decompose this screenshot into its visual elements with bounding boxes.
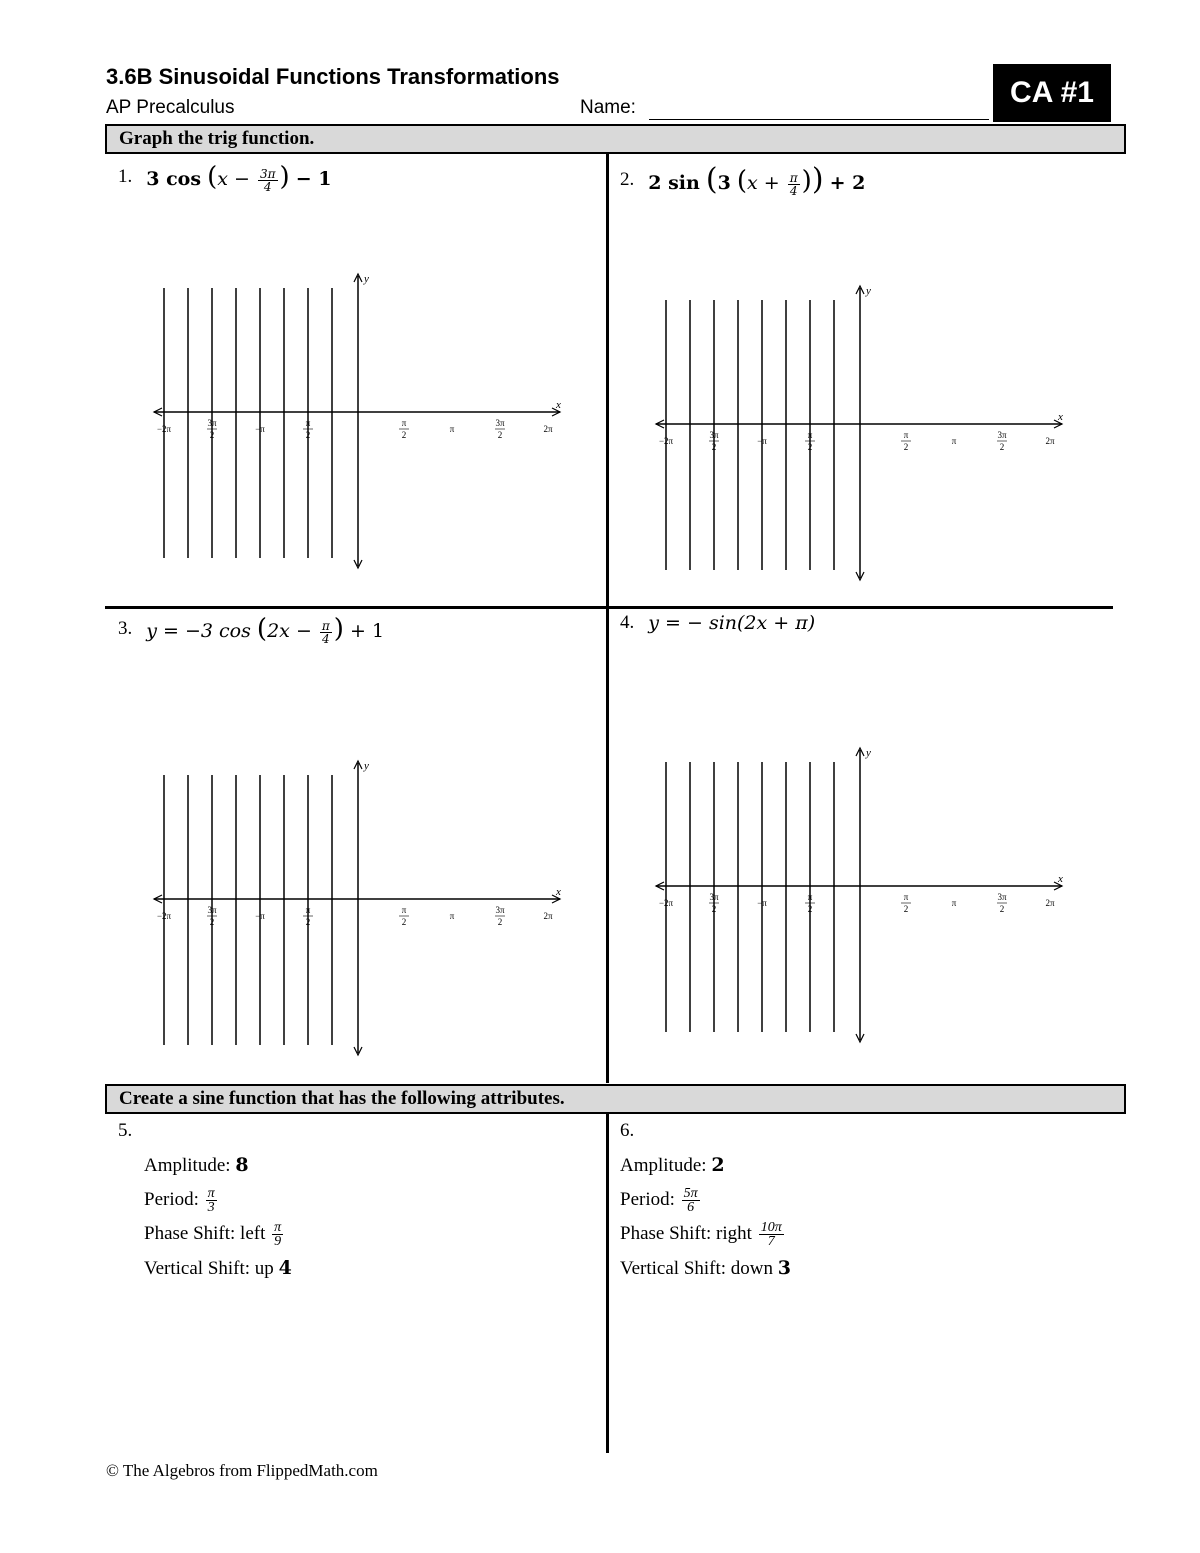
svg-text:2: 2 xyxy=(209,430,215,440)
phase-shift-row: Phase Shift: right $\frac{10\pi}{7}$ xyxy=(620,1220,782,1250)
svg-text:2: 2 xyxy=(807,442,813,452)
svg-text:2π: 2π xyxy=(1045,436,1055,446)
x-tick-label xyxy=(157,424,172,434)
svg-text:−2π: −2π xyxy=(156,424,172,434)
x-tick-label xyxy=(157,911,172,921)
vertical-shift-row: Vertical Shift: up 4 xyxy=(144,1257,292,1279)
x-tick-label xyxy=(399,905,409,927)
section-heading-graph: Graph the trig function. xyxy=(105,124,1126,154)
problem-equation: y = −3 cos (2x − $\frac{\pi}{4}$ ) + 1 xyxy=(146,614,385,646)
x-tick-label xyxy=(757,436,767,446)
svg-text:2: 2 xyxy=(209,917,215,927)
svg-text:π: π xyxy=(401,905,407,915)
x-tick-label xyxy=(303,905,313,927)
problem-number: 2. xyxy=(620,168,635,190)
amplitude-row: Amplitude: 8 xyxy=(144,1154,249,1176)
svg-text:2: 2 xyxy=(497,430,503,440)
problem-6 xyxy=(620,1114,791,1286)
column-divider-top xyxy=(606,153,609,1083)
svg-text:2: 2 xyxy=(401,430,407,440)
problem-number: 5. xyxy=(118,1120,133,1141)
svg-text:2: 2 xyxy=(711,904,717,914)
problem-equation: 3 cos (x − $\frac{3\pi}{4}$ ) − 1 xyxy=(146,162,332,194)
x-tick-label xyxy=(303,418,313,440)
svg-text:2: 2 xyxy=(401,917,407,927)
x-tick-label xyxy=(450,911,455,921)
x-tick-label xyxy=(952,436,957,446)
graph-grid-3[interactable] xyxy=(140,753,580,1063)
svg-text:π: π xyxy=(903,892,909,902)
x-tick-label xyxy=(952,898,957,908)
svg-text:π: π xyxy=(951,898,957,908)
problem-number: 4. xyxy=(620,612,635,633)
x-tick-label xyxy=(709,892,719,914)
x-tick-label xyxy=(805,892,815,914)
problem-1 xyxy=(118,162,331,193)
svg-text:−π: −π xyxy=(255,424,265,434)
worksheet-title: 3.6B Sinusoidal Functions Transformations xyxy=(106,64,560,89)
svg-text:3π: 3π xyxy=(207,418,217,428)
x-tick-label xyxy=(399,418,409,440)
x-tick-label xyxy=(805,430,815,452)
problem-number: 6. xyxy=(620,1120,635,1141)
copyright-footer: © The Algebros from FlippedMath.com xyxy=(106,1461,378,1480)
svg-text:2π: 2π xyxy=(543,424,553,434)
course-name: AP Precalculus xyxy=(106,97,235,118)
period-row: Period: $\frac{\pi}{3}$ xyxy=(144,1186,215,1216)
svg-text:−π: −π xyxy=(255,911,265,921)
svg-text:2π: 2π xyxy=(1045,898,1055,908)
graph-grid-1[interactable] xyxy=(140,266,580,576)
svg-text:−π: −π xyxy=(757,898,767,908)
svg-text:π: π xyxy=(449,424,455,434)
x-tick-label xyxy=(207,418,217,440)
svg-text:π: π xyxy=(449,911,455,921)
y-axis-label: y xyxy=(866,285,871,297)
amplitude-row: Amplitude: 2 xyxy=(620,1154,725,1176)
x-tick-label xyxy=(997,892,1007,914)
x-tick-label xyxy=(901,892,911,914)
svg-text:−π: −π xyxy=(757,436,767,446)
name-label: Name: xyxy=(580,97,636,118)
x-tick-label xyxy=(659,436,674,446)
problem-equation: y = − sin(2x + π) xyxy=(648,612,816,634)
column-divider-bottom xyxy=(606,1113,609,1453)
svg-text:2: 2 xyxy=(305,917,311,927)
x-tick-label xyxy=(255,424,265,434)
svg-text:2: 2 xyxy=(999,442,1005,452)
x-tick-label xyxy=(543,424,553,434)
vertical-shift-row: Vertical Shift: down 3 xyxy=(620,1257,792,1279)
x-tick-label xyxy=(757,898,767,908)
problem-5 xyxy=(118,1114,292,1286)
svg-text:3π: 3π xyxy=(997,430,1007,440)
x-tick-label xyxy=(1045,898,1055,908)
row-divider xyxy=(105,606,1113,609)
svg-text:3π: 3π xyxy=(997,892,1007,902)
svg-text:π: π xyxy=(951,436,957,446)
name-field-line[interactable] xyxy=(649,119,989,120)
svg-text:3π: 3π xyxy=(709,430,719,440)
svg-text:2: 2 xyxy=(305,430,311,440)
x-tick-label xyxy=(709,430,719,452)
problem-3 xyxy=(118,614,384,645)
x-tick-label xyxy=(495,905,505,927)
svg-text:π: π xyxy=(305,905,311,915)
graph-grid-4[interactable] xyxy=(642,740,1082,1050)
x-axis-label: x xyxy=(556,399,561,411)
x-tick-label xyxy=(901,430,911,452)
svg-text:3π: 3π xyxy=(207,905,217,915)
svg-text:−2π: −2π xyxy=(658,436,674,446)
svg-text:2: 2 xyxy=(903,904,909,914)
x-tick-label xyxy=(495,418,505,440)
svg-text:−2π: −2π xyxy=(658,898,674,908)
svg-text:3π: 3π xyxy=(495,905,505,915)
x-axis-label: x xyxy=(1058,873,1063,885)
x-tick-label xyxy=(255,911,265,921)
graph-grid-2[interactable] xyxy=(642,278,1082,588)
svg-text:2π: 2π xyxy=(543,911,553,921)
x-tick-label xyxy=(207,905,217,927)
section-heading-create: Create a sine function that has the following attributes. xyxy=(105,1084,1126,1114)
svg-text:3π: 3π xyxy=(495,418,505,428)
svg-text:π: π xyxy=(401,418,407,428)
y-axis-label: y xyxy=(866,747,871,759)
svg-text:π: π xyxy=(807,892,813,902)
x-tick-label xyxy=(1045,436,1055,446)
svg-text:2: 2 xyxy=(807,904,813,914)
x-axis-label: x xyxy=(1058,411,1063,423)
svg-text:π: π xyxy=(305,418,311,428)
x-axis-label: x xyxy=(556,886,561,898)
problem-equation: 2 sin (3 (x + $\frac{\pi}{4}$ )) + 2 xyxy=(648,162,866,198)
problem-4 xyxy=(620,612,815,634)
problem-number: 3. xyxy=(118,618,133,640)
svg-text:2: 2 xyxy=(903,442,909,452)
phase-shift-row: Phase Shift: left $\frac{\pi}{9}$ xyxy=(144,1220,282,1250)
svg-text:2: 2 xyxy=(999,904,1005,914)
svg-text:2: 2 xyxy=(711,442,717,452)
problem-2 xyxy=(620,162,865,197)
period-row: Period: $\frac{5\pi}{6}$ xyxy=(620,1186,698,1216)
y-axis-label: y xyxy=(364,273,369,285)
y-axis-label: y xyxy=(364,760,369,772)
svg-text:π: π xyxy=(807,430,813,440)
svg-text:π: π xyxy=(903,430,909,440)
x-tick-label xyxy=(997,430,1007,452)
svg-text:3π: 3π xyxy=(709,892,719,902)
x-tick-label xyxy=(543,911,553,921)
x-tick-label xyxy=(450,424,455,434)
x-tick-label xyxy=(659,898,674,908)
svg-text:2: 2 xyxy=(497,917,503,927)
svg-text:−2π: −2π xyxy=(156,911,172,921)
assignment-badge: CA #1 xyxy=(993,64,1111,122)
problem-number: 1. xyxy=(118,166,133,188)
